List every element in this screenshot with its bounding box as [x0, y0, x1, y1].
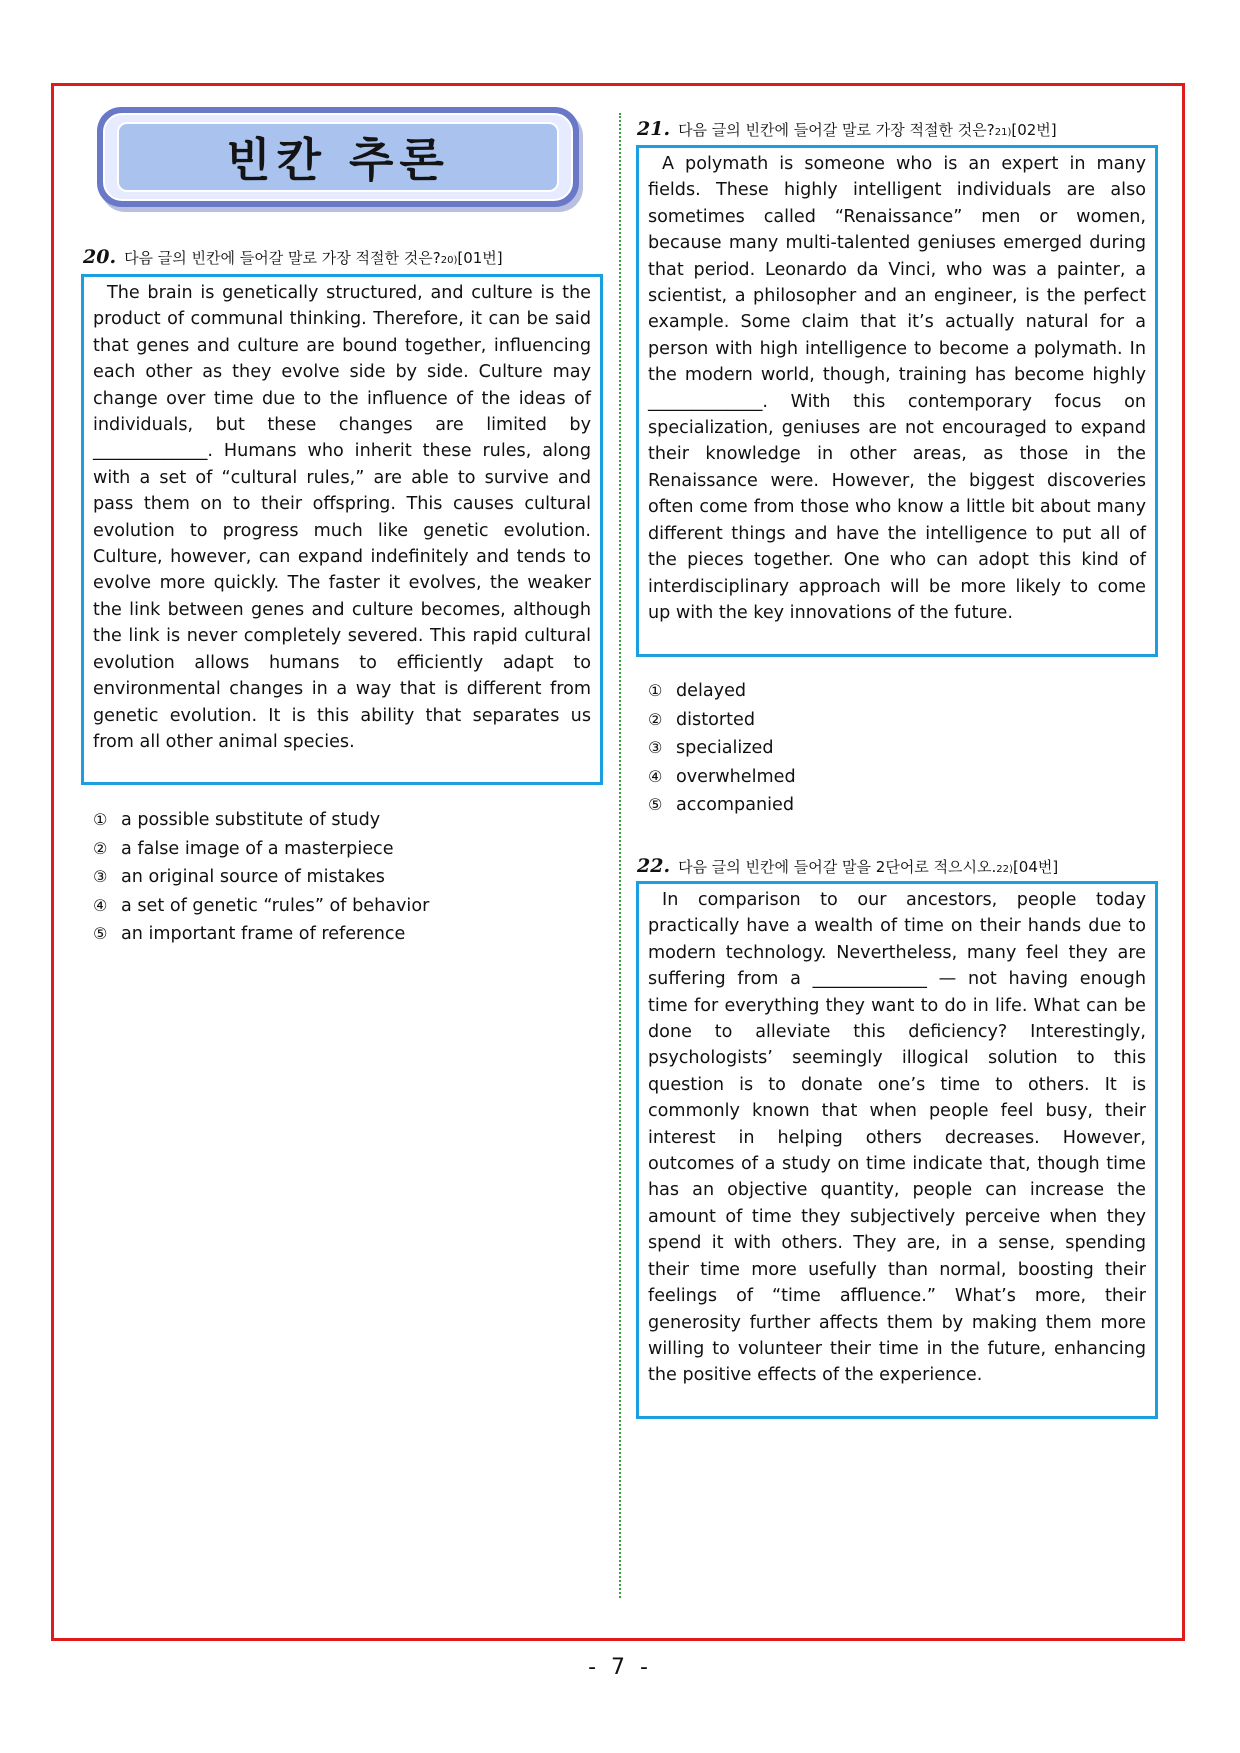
choice-text: overwhelmed [676, 766, 796, 787]
choice-text: accompanied [676, 795, 795, 815]
question-ref: 20) [440, 255, 458, 266]
question-20-choices [93, 806, 429, 949]
choice-item[interactable] [648, 791, 796, 820]
choice-item[interactable] [648, 763, 796, 792]
question-prompt: 다음 글의 빈칸에 들어갈 말로 가장 적절한 것은? [124, 249, 441, 267]
banner-plate [117, 122, 559, 192]
question-21-header [637, 118, 1057, 140]
question-prompt: 다음 글의 빈칸에 들어갈 말을 2단어로 적으시오. [678, 858, 997, 876]
choice-item[interactable] [93, 835, 429, 864]
choice-mark: ④ [648, 766, 663, 786]
choice-item[interactable] [648, 677, 796, 706]
choice-item[interactable] [93, 920, 429, 949]
question-21-choices [648, 677, 796, 820]
choice-text: an important frame of reference [121, 924, 406, 944]
choice-text: an original source of mistakes [121, 867, 385, 887]
choice-text: a set of genetic “rules” of behavior [121, 895, 430, 916]
question-tag: [04번] [1012, 858, 1059, 876]
choice-mark: ① [93, 810, 108, 829]
question-20-passage-box [81, 274, 603, 785]
choice-text: a possible substitute of study [121, 810, 381, 830]
choice-mark: ① [648, 681, 663, 700]
choice-text: a false image of a masterpiece [121, 838, 394, 859]
choice-mark: ⑤ [93, 924, 108, 943]
question-number: 21. [637, 118, 671, 140]
section-title: 빈칸 추론 [226, 133, 450, 187]
passage-text: In comparison to our ancestors, people today practically have a wealth of time on their hands due to modern technology. Nevertheless, many feel they are suffering from a _____________ — not having enough time for everything they want to do in life. What can be done to alleviate this deficiency? Interestingly, psychologists’ seemingly illogical solution to this question is to donate one’s time to others. It is commonly known that when people feel busy, their interest in helping others decreases. However, outcomes of a study on time indicate that, though time has an objective quantity, people can increase the amount of time they subjectively perceive when they spend it with others. They are, in a sense, spending their time more usefully than normal, boosting their feelings of “time affluence.” What’s more, their generosity further affects them by making them more willing to volunteer their time in the future, enhancing the positive effects of the experience. [648, 890, 1146, 1386]
question-tag: [01번] [457, 249, 503, 267]
passage-text: A polymath is someone who is an expert in many fields. These highly intelligent individuals are also sometimes called “Renaissance” men or women, because many multi-talented geniuses emerged during that period. Leonardo da Vinci, who was a painter, a scientist, a philosopher and an engineer, is the perfect example. Some claim that it’s actually natural for a person with high intelligence to become a polymath. In the modern world, though, training has become highly _____________. With this contemporary focus on specialization, geniuses are not encouraged to expand their knowledge in other areas, as those in the Renaissance were. However, the biggest discoveries often come from those who know a little bit about many different things and have the intelligence to put all of the pieces together. One who can adopt this kind of interdisciplinary approach will be more likely to come up with the key innovations of the future. [648, 154, 1146, 623]
choice-text: distorted [676, 709, 756, 730]
section-banner [97, 107, 579, 207]
question-21-passage-box [636, 145, 1158, 657]
question-number: 22. [637, 855, 671, 877]
column-divider [619, 113, 621, 1598]
choice-mark: ⑤ [648, 795, 663, 814]
choice-mark: ② [93, 838, 108, 858]
choice-item[interactable] [648, 734, 796, 763]
choice-mark: ③ [648, 738, 663, 757]
question-tag: [02번] [1011, 121, 1057, 139]
page-number: - 7 - [588, 1655, 652, 1680]
choice-text: specialized [676, 738, 774, 758]
choice-mark: ④ [93, 895, 108, 915]
choice-mark: ③ [93, 867, 108, 886]
question-22-passage-box [636, 881, 1158, 1419]
choice-item[interactable] [93, 863, 429, 892]
question-ref: 22) [996, 864, 1013, 875]
question-20-header [83, 246, 503, 268]
question-prompt: 다음 글의 빈칸에 들어갈 말로 가장 적절한 것은? [678, 121, 995, 139]
question-22-header [637, 855, 1058, 877]
choice-item[interactable] [648, 706, 796, 735]
passage-text: The brain is genetically structured, and culture is the product of communal thinking. Therefore, it can be said that genes and culture are bound together, influencing each other as they evolve side by side. Culture may change over time due to the influence of the ideas of individuals, but these changes are limited by _____________. Humans who inherit these rules, along with a set of “cultural rules,” are able to survive and pass them on to their offspring. This causes cultural evolution to progress much like genetic evolution. Culture, however, can expand indefinitely and tends to evolve more quickly. The faster it evolves, the weaker the link between genes and culture becomes, although the link is never completely severed. This rapid cultural evolution allows humans to efficiently adapt to environmental changes in a way that is different from genetic evolution. It is this ability that separates us from all other animal species. [93, 283, 591, 752]
question-ref: 21) [994, 127, 1012, 138]
choice-item[interactable] [93, 806, 429, 835]
choice-mark: ② [648, 709, 663, 729]
question-number: 20. [83, 246, 117, 268]
choice-item[interactable] [93, 892, 429, 921]
choice-text: delayed [676, 681, 747, 701]
